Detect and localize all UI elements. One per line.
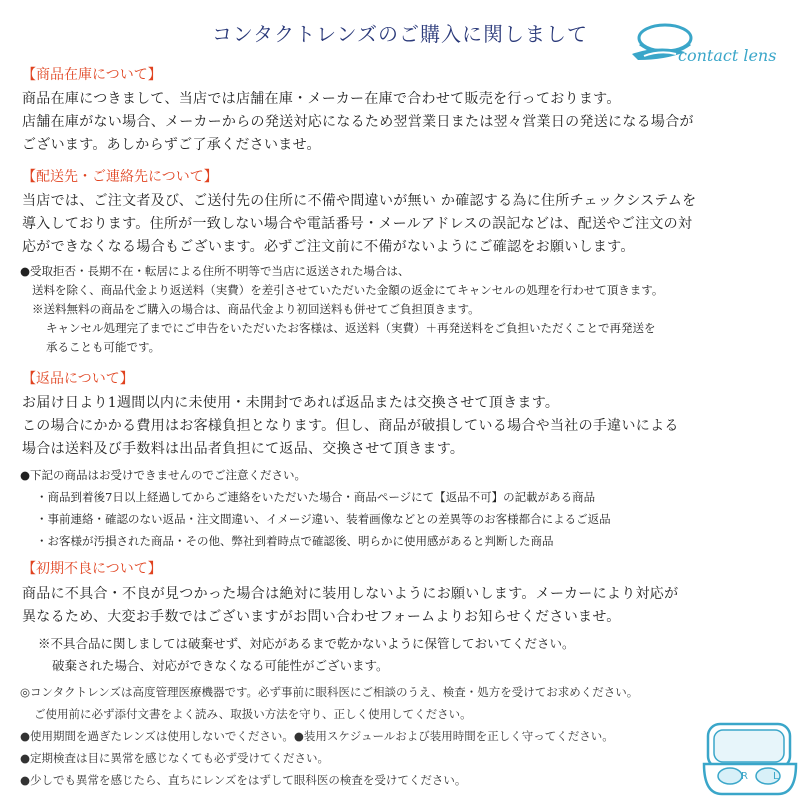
stock-line: 商品在庫につきまして、当店では店舗在庫・メーカー在庫で合わせて販売を行っております。 — [22, 91, 621, 107]
footer-note: ●定期検査は目に異常を感じなくても必ず受けてください。 — [20, 751, 330, 765]
footer-note: ●使用期間を過ぎたレンズは使用しないでください。●装用スケジュールおよび装用時間を正しく守ってください。 — [20, 729, 614, 743]
footer-note: ●少しでも異常を感じたら、直ちにレンズをはずして眼科医の検査を受けてください。 — [20, 773, 467, 787]
returns-note: ・商品到着後7日以上経過してからご連絡をいただいた場合・商品ページにて【返品不可】の記載がある商品 — [36, 490, 596, 504]
defects-line: 商品に不具合・不良が見つかった場合は絶対に装用しないようにお願いします。メーカーにより対応が — [22, 586, 679, 602]
footer-note: ◎コンタクトレンズは高度管理医療機器です。必ず事前に眼科医にご相談のうえ、検査・処方を受けてお求めください。 — [20, 685, 639, 699]
stock-line: ございます。あしからずご了承くださいませ。 — [22, 137, 321, 153]
shipping-note: ●受取拒否・長期不在・転居による住所不明等で当店に返送された場合は、 — [20, 264, 410, 278]
case-label-r: R — [741, 771, 748, 782]
returns-note: ●下記の商品はお受けできませんのでご注意ください。 — [20, 468, 307, 482]
shipping-note: 承ることも可能です。 — [46, 340, 161, 354]
returns-line: お届け日より1週間以内に未使用・未開封であれば返品または交換させて頂きます。 — [22, 395, 560, 411]
page-title: コンタクトレンズのご購入に関しまして — [211, 22, 589, 46]
stock-line: 店舗在庫がない場合、メーカーからの発送対応になるため翌営業日または翌々営業日の発送になる場合が — [22, 114, 694, 130]
returns-line: この場合にかかる費用はお客様負担となります。但し、商品が破損している場合や当社の手違いによる — [22, 418, 679, 434]
shipping-line: 応ができなくなる場合もございます。必ずご注文前に不備がないようにご確認をお願いします。 — [22, 239, 635, 255]
case-label-l: L — [773, 771, 779, 782]
defects-heading: 【初期不良について】 — [22, 561, 162, 577]
stock-heading: 【商品在庫について】 — [22, 67, 162, 83]
shipping-line: 当店では、ご注文者及び、ご送付先の住所に不備や間違いが無い か確認する為に住所チェックシステムを — [22, 193, 697, 209]
returns-note: ・お客様が汚損された商品・その他、弊社到着時点で確認後、明らかに使用感があると判断した商品 — [36, 534, 554, 548]
shipping-note: キャンセル処理完了までにご申告をいただいたお客様は、返送料（実費）＋再発送料をご負担いただくことで再発送を — [46, 321, 656, 335]
returns-line: 場合は送料及び手数料は出品者負担にて返品、交換させて頂きます。 — [22, 441, 465, 457]
returns-heading: 【返品について】 — [22, 371, 134, 387]
shipping-line: 導入しております。住所が一致しない場合や電話番号・メールアドレスの誤記などは、配送やご注文の対 — [22, 216, 693, 232]
logo-text: contact lens — [678, 46, 777, 65]
shipping-heading: 【配送先・ご連絡先について】 — [22, 169, 218, 185]
footer-note: ご使用前に必ず添付文書をよく読み、取扱い方法を守り、正しく使用してください。 — [34, 707, 472, 721]
shipping-note: 送料を除く、商品代金より返送料（実費）を差引させていただいた金額の返金にてキャンセルの処理を行わせて頂きます。 — [32, 283, 664, 297]
lens-case-icon — [700, 718, 798, 798]
returns-note: ・事前連絡・確認のない返品・注文間違い、イメージ違い、装着画像などとの差異等のお客様都合によるご返品 — [36, 512, 611, 526]
contact-lens-logo-icon — [630, 14, 795, 74]
shipping-note: ※送料無料の商品をご購入の場合は、商品代金より初回送料も併せてご負担頂きます。 — [32, 302, 480, 316]
defects-line: 異なるため、大変お手数ではございますがお問い合わせフォームよりお知らせくださいませ。 — [22, 609, 621, 625]
defects-note: ※不具合品に関しましては破棄せず、対応があるまで乾かないように保管しておいてください。 — [38, 636, 575, 651]
defects-note: 破棄された場合、対応ができなくなる可能性がございます。 — [52, 658, 389, 673]
